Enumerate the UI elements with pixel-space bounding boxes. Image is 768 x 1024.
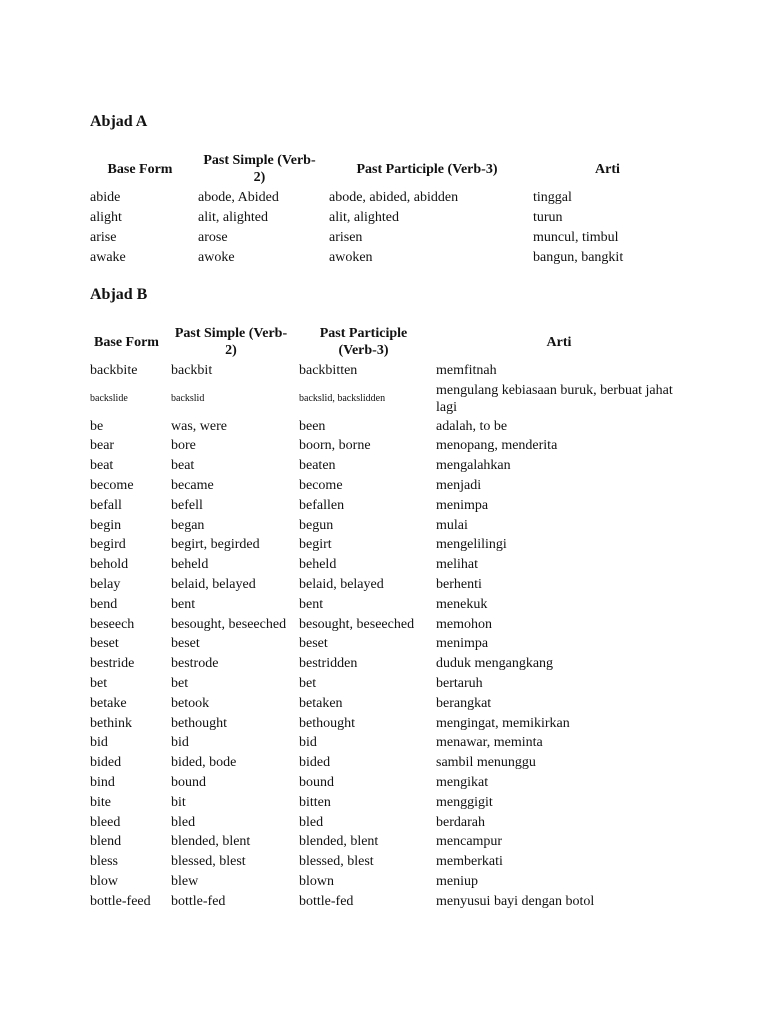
arti-cell: tinggal	[533, 190, 572, 205]
verb-table-abjad-b	[86, 323, 686, 912]
base-form-cell: be	[90, 418, 104, 434]
arti-cell: bangun, bangkit	[533, 250, 624, 265]
table-row	[86, 635, 686, 655]
past-simple-cell: bottle-fed	[171, 893, 226, 909]
past-participle-cell: alit, alighted	[329, 210, 399, 225]
past-participle-cell: begun	[299, 517, 334, 533]
past-participle-cell: awoken	[329, 250, 373, 265]
header-base-form: Base Form	[107, 161, 173, 177]
past-participle-cell: bottle-fed	[299, 893, 354, 909]
past-simple-cell: bethought	[171, 715, 227, 731]
header-past-participle: Past Participle (Verb-3)	[319, 326, 408, 358]
base-form-cell: blend	[90, 834, 122, 850]
table-row	[86, 496, 686, 516]
past-participle-cell: boorn, borne	[299, 438, 371, 454]
table-row	[86, 575, 686, 595]
past-simple-cell: bent	[171, 596, 196, 612]
header-arti: Arti	[546, 334, 572, 350]
base-form-cell: beseech	[90, 616, 135, 632]
arti-cell: berangkat	[436, 695, 492, 711]
arti-cell: bertaruh	[436, 676, 483, 692]
past-simple-cell: arose	[198, 230, 228, 245]
arti-cell: mengalahkan	[436, 458, 511, 474]
arti-cell: berdarah	[436, 814, 485, 830]
arti-cell: melihat	[436, 557, 478, 573]
base-form-cell: arise	[90, 230, 117, 245]
past-participle-cell: beaten	[299, 458, 336, 474]
base-form-cell: bided	[90, 755, 122, 771]
past-participle-cell: bestridden	[299, 656, 358, 672]
past-simple-cell: besought, beseeched	[171, 616, 287, 632]
arti-cell: mengingat, memikirkan	[436, 715, 570, 731]
past-participle-cell: bet	[299, 676, 317, 692]
past-participle-cell: besought, beseeched	[299, 616, 415, 632]
arti-cell: duduk mengangkang	[436, 656, 554, 672]
base-form-cell: behold	[90, 557, 129, 573]
table-row	[86, 595, 686, 615]
past-simple-cell: bound	[171, 775, 206, 791]
past-simple-cell: beset	[171, 636, 200, 652]
base-form-cell: begird	[90, 537, 126, 553]
table-row	[86, 208, 686, 228]
arti-cell: mencampur	[436, 834, 503, 850]
past-simple-cell: beheld	[171, 557, 209, 573]
arti-cell: menjadi	[436, 478, 482, 494]
header-base-form: Base Form	[94, 334, 159, 350]
table-row	[86, 381, 686, 417]
base-form-cell: abide	[90, 190, 121, 205]
past-simple-cell: befell	[171, 497, 203, 513]
arti-cell: memberkati	[436, 854, 503, 870]
table-row	[86, 615, 686, 635]
table-row	[86, 714, 686, 734]
table-row	[86, 248, 686, 268]
past-simple-cell: was, were	[171, 418, 227, 434]
arti-cell: memohon	[436, 616, 492, 632]
header-past-simple: Past Simple (Verb-2)	[203, 153, 316, 185]
past-simple-cell: awoke	[198, 250, 235, 265]
past-simple-cell: abode, Abided	[198, 190, 279, 205]
table-row	[86, 833, 686, 853]
arti-cell: menimpa	[436, 636, 489, 652]
table-row	[86, 773, 686, 793]
base-form-cell: beat	[90, 458, 114, 474]
base-form-cell: bottle-feed	[90, 893, 151, 909]
past-participle-cell: begirt	[299, 537, 332, 553]
base-form-cell: alight	[90, 210, 122, 225]
past-participle-cell: bound	[299, 775, 334, 791]
table-row	[86, 437, 686, 457]
table-row	[86, 753, 686, 773]
base-form-cell: backbite	[90, 362, 138, 378]
past-participle-cell: bent	[299, 596, 324, 612]
past-simple-cell: bore	[171, 438, 196, 454]
table-header-row	[86, 323, 686, 361]
arti-cell: menggigit	[436, 794, 493, 810]
base-form-cell: bid	[90, 735, 108, 751]
base-form-cell: bet	[90, 676, 108, 692]
arti-cell: menekuk	[436, 596, 488, 612]
base-form-cell: beset	[90, 636, 119, 652]
past-participle-cell: been	[299, 418, 326, 434]
arti-cell: adalah, to be	[436, 418, 508, 434]
base-form-cell: blow	[90, 874, 118, 890]
table-row	[86, 188, 686, 208]
base-form-cell: betake	[90, 695, 127, 711]
past-participle-cell: backbitten	[299, 362, 358, 378]
past-simple-cell: bided, bode	[171, 755, 237, 771]
base-form-cell: bend	[90, 596, 118, 612]
verb-table-abjad-a	[86, 150, 686, 268]
table-row	[86, 654, 686, 674]
past-participle-cell: abode, abided, abidden	[329, 190, 459, 205]
past-participle-cell: backslid, backslidden	[299, 393, 386, 405]
past-simple-cell: began	[171, 517, 205, 533]
past-simple-cell: bled	[171, 814, 196, 830]
section-title-abjad-b: Abjad B	[90, 286, 148, 303]
base-form-cell: bind	[90, 775, 115, 791]
past-simple-cell: blessed, blest	[171, 854, 246, 870]
table-row	[86, 555, 686, 575]
arti-cell: mulai	[436, 517, 468, 533]
table-row	[86, 417, 686, 437]
past-simple-cell: betook	[171, 695, 210, 711]
base-form-cell: bethink	[90, 715, 132, 731]
arti-cell: menyusui bayi dengan botol	[436, 893, 595, 909]
base-form-cell: backslide	[90, 393, 128, 405]
table-row	[86, 793, 686, 813]
base-form-cell: bleed	[90, 814, 121, 830]
base-form-cell: bless	[90, 854, 118, 870]
past-simple-cell: bit	[171, 794, 186, 810]
past-participle-cell: bid	[299, 735, 317, 751]
base-form-cell: bestride	[90, 656, 135, 672]
base-form-cell: belay	[90, 577, 121, 593]
table-row	[86, 516, 686, 536]
table-header-row	[86, 150, 686, 188]
past-simple-cell: backbit	[171, 362, 213, 378]
past-simple-cell: bet	[171, 676, 189, 692]
header-past-simple: Past Simple (Verb-2)	[174, 326, 288, 358]
past-participle-cell: blown	[299, 874, 334, 890]
past-simple-cell: alit, alighted	[198, 210, 268, 225]
table-row	[86, 361, 686, 381]
table-row	[86, 872, 686, 892]
past-participle-cell: befallen	[299, 497, 345, 513]
arti-cell: menawar, meminta	[436, 735, 543, 751]
past-simple-cell: blew	[171, 874, 199, 890]
past-participle-cell: bethought	[299, 715, 355, 731]
past-participle-cell: arisen	[329, 230, 363, 245]
past-simple-cell: belaid, belayed	[171, 577, 256, 593]
past-simple-cell: blended, blent	[171, 834, 251, 850]
past-participle-cell: beset	[299, 636, 328, 652]
base-form-cell: befall	[90, 497, 122, 513]
past-participle-cell: bitten	[299, 794, 331, 810]
past-participle-cell: blended, blent	[299, 834, 379, 850]
past-simple-cell: beat	[171, 458, 195, 474]
past-participle-cell: become	[299, 478, 343, 494]
arti-cell: sambil menunggu	[436, 755, 536, 771]
past-simple-cell: bid	[171, 735, 189, 751]
table-row	[86, 476, 686, 496]
base-form-cell: become	[90, 478, 134, 494]
arti-cell: turun	[533, 210, 563, 225]
table-row	[86, 892, 686, 912]
arti-cell: menimpa	[436, 497, 489, 513]
arti-cell: mengulang kebiasaan buruk, berbuat jahat lagi	[436, 382, 673, 415]
section-title-abjad-a: Abjad A	[90, 113, 148, 130]
arti-cell: berhenti	[436, 577, 482, 593]
base-form-cell: awake	[90, 250, 126, 265]
past-participle-cell: bided	[299, 755, 331, 771]
table-row	[86, 694, 686, 714]
past-simple-cell: became	[171, 478, 214, 494]
arti-cell: mengelilingi	[436, 537, 507, 553]
past-simple-cell: bestrode	[171, 656, 219, 672]
past-participle-cell: blessed, blest	[299, 854, 374, 870]
arti-cell: memfitnah	[436, 362, 497, 378]
table-row	[86, 228, 686, 248]
arti-cell: meniup	[436, 874, 478, 890]
table-row	[86, 813, 686, 833]
arti-cell: muncul, timbul	[533, 230, 619, 245]
header-past-participle: Past Participle (Verb-3)	[356, 161, 498, 177]
arti-cell: mengikat	[436, 775, 489, 791]
past-participle-cell: betaken	[299, 695, 343, 711]
base-form-cell: begin	[90, 517, 122, 533]
past-participle-cell: beheld	[299, 557, 337, 573]
past-participle-cell: belaid, belayed	[299, 577, 384, 593]
header-arti: Arti	[595, 161, 620, 177]
table-row	[86, 456, 686, 476]
arti-cell: menopang, menderita	[436, 438, 558, 454]
table-row	[86, 536, 686, 556]
table-row	[86, 674, 686, 694]
base-form-cell: bite	[90, 794, 111, 810]
base-form-cell: bear	[90, 438, 115, 454]
past-participle-cell: bled	[299, 814, 324, 830]
table-row	[86, 734, 686, 754]
past-simple-cell: backslid	[171, 393, 205, 405]
past-simple-cell: begirt, begirded	[171, 537, 260, 553]
table-row	[86, 852, 686, 872]
